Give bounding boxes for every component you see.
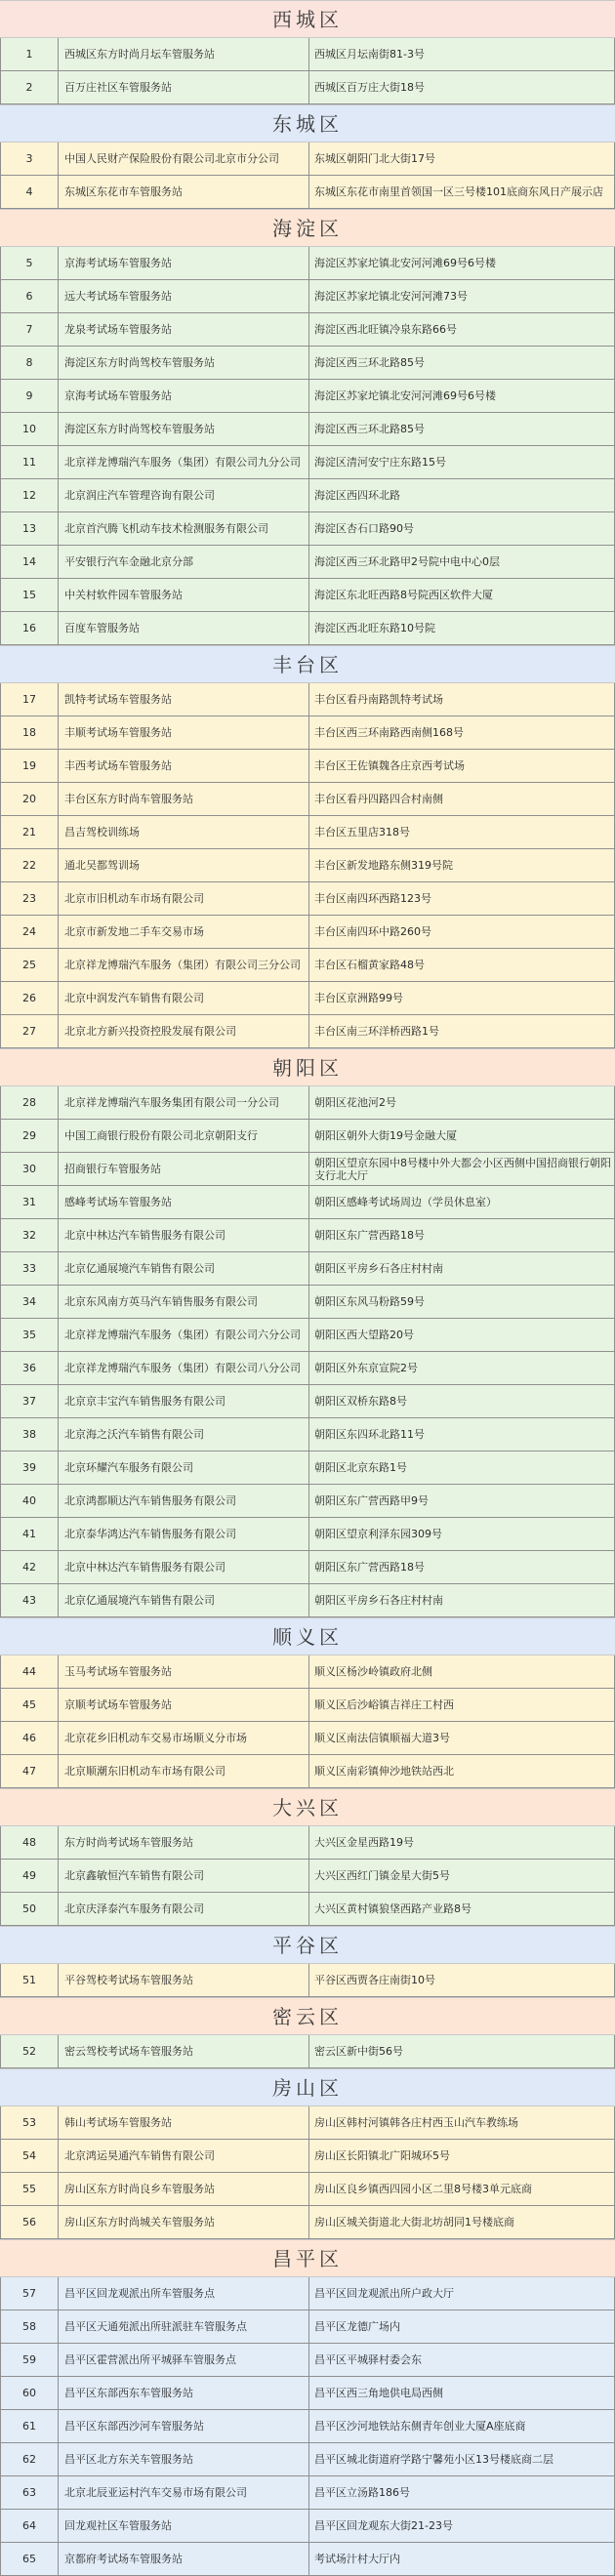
row-number: 64 [0,2510,59,2542]
row-number: 60 [0,2377,59,2409]
service-station-name: 北京祥龙博瑞汽车服务（集团）有限公司九分公司 [59,446,309,478]
district-header: 海淀区 [0,209,615,247]
row-number: 65 [0,2543,59,2575]
service-station-name: 感峰考试场车管服务站 [59,1186,309,1218]
service-station-name: 回龙观社区车管服务站 [59,2510,309,2542]
service-station-name: 北京中润发汽车销售有限公司 [59,982,309,1014]
row-number: 51 [0,1964,59,1996]
row-number: 20 [0,783,59,815]
table-row [0,1964,615,1997]
service-station-name: 北京鸿运昊通汽车销售有限公司 [59,2140,309,2172]
table-row [0,982,615,1015]
table-row [0,1584,615,1617]
row-number: 40 [0,1485,59,1517]
service-station-name: 北京祥龙博瑞汽车服务（集团）有限公司六分公司 [59,1319,309,1351]
service-station-address: 丰台区五里店318号 [309,816,615,848]
service-station-name: 北京鑫敏恒汽车销售有限公司 [59,1860,309,1892]
table-row [0,2543,615,2576]
table-row [0,1286,615,1319]
table-row [0,2344,615,2377]
row-number: 15 [0,579,59,611]
service-station-name: 北京市新发地二手车交易市场 [59,916,309,948]
service-station-name: 远大考试场车管服务站 [59,280,309,312]
service-station-name: 丰西考试场车管服务站 [59,750,309,782]
row-number: 24 [0,916,59,948]
service-station-address: 朝阳区西大望路20号 [309,1319,615,1351]
service-station-address: 大兴区黄村镇狼垡西路产业路8号 [309,1893,615,1925]
service-station-name: 昌平区天通苑派出所驻派驻车管服务点 [59,2310,309,2343]
service-station-address: 朝阳区东风马粉路59号 [309,1286,615,1318]
service-station-address: 房山区良乡镇西四园小区二里8号楼3单元底商 [309,2173,615,2205]
table-row [0,2277,615,2310]
table-row [0,2410,615,2443]
service-station-name: 北京鸿都顺达汽车销售服务有限公司 [59,1485,309,1517]
service-station-address: 海淀区西三环北路85号 [309,347,615,379]
service-station-name: 平安银行汽车金融北京分部 [59,546,309,578]
service-station-address: 房山区长阳镇北广阳城环5号 [309,2140,615,2172]
table-row [0,849,615,882]
row-number: 6 [0,280,59,312]
row-number: 44 [0,1656,59,1688]
service-station-name: 中国工商银行股份有限公司北京朝阳支行 [59,1120,309,1152]
service-station-address: 海淀区西北旺镇冷泉东路66号 [309,313,615,346]
row-number: 18 [0,716,59,749]
row-number: 3 [0,143,59,175]
table-row [0,1551,615,1584]
table-row [0,1656,615,1689]
row-number: 33 [0,1252,59,1285]
service-station-address: 顺义区南法信镇顺福大道3号 [309,1722,615,1754]
table-row [0,176,615,209]
service-station-name: 东城区东花市车管服务站 [59,176,309,208]
table-row [0,479,615,512]
row-number: 26 [0,982,59,1014]
service-station-address: 房山区城关街道北大街北坊胡同1号楼底商 [309,2206,615,2238]
service-station-name: 中国人民财产保险股份有限公司北京市分公司 [59,143,309,175]
district-header: 昌平区 [0,2239,615,2277]
table-row [0,1120,615,1153]
table-row [0,2106,615,2140]
service-station-name: 玉马考试场车管服务站 [59,1656,309,1688]
service-station-name: 东方时尚考试场车管服务站 [59,1826,309,1859]
service-station-address: 朝阳区北京东路1号 [309,1452,615,1484]
row-number: 50 [0,1893,59,1925]
service-station-address: 西城区百万庄大街18号 [309,71,615,103]
service-station-name: 京都府考试场车管服务站 [59,2543,309,2575]
service-station-address: 昌平区立汤路186号 [309,2476,615,2509]
service-station-name: 北京中林达汽车销售服务有限公司 [59,1219,309,1251]
service-station-address: 海淀区苏家坨镇北安河河滩69号6号楼 [309,380,615,412]
service-station-name: 北京亿通展境汽车销售有限公司 [59,1584,309,1616]
table-row [0,916,615,949]
table-row [0,2035,615,2068]
service-station-name: 北京花乡旧机动车交易市场顺义分市场 [59,1722,309,1754]
service-station-address: 西城区月坛南街81-3号 [309,38,615,70]
service-station-address: 丰台区新发地路东侧319号院 [309,849,615,881]
service-station-address: 朝阳区花池河2号 [309,1086,615,1119]
service-station-address: 昌平区城北街道府学路宁馨苑小区13号楼底商二层 [309,2443,615,2475]
service-station-address: 海淀区西三环北路85号 [309,413,615,445]
table-row [0,280,615,313]
service-station-name: 招商银行车管服务站 [59,1153,309,1185]
row-number: 32 [0,1219,59,1251]
table-row [0,446,615,479]
service-station-address: 大兴区西红门镇金星大街5号 [309,1860,615,1892]
service-station-address: 海淀区西四环北路 [309,479,615,511]
table-row [0,2476,615,2510]
row-number: 43 [0,1584,59,1616]
table-row [0,882,615,916]
row-number: 47 [0,1755,59,1787]
service-station-address: 朝阳区东四环北路11号 [309,1418,615,1451]
service-station-address: 房山区韩村河镇韩各庄村西玉山汽车教练场 [309,2106,615,2139]
service-station-address: 丰台区看丹南路凯特考试场 [309,683,615,716]
table-row [0,1485,615,1518]
row-number: 21 [0,816,59,848]
service-station-name: 京顺考试场车管服务站 [59,1689,309,1721]
row-number: 63 [0,2476,59,2509]
row-number: 62 [0,2443,59,2475]
row-number: 46 [0,1722,59,1754]
service-station-address: 海淀区杏石口路90号 [309,512,615,545]
row-number: 17 [0,683,59,716]
service-station-name: 北京祥龙博瑞汽车服务集团有限公司一分公司 [59,1086,309,1119]
table-row [0,1893,615,1926]
table-row [0,413,615,446]
service-station-address: 昌平区回龙观派出所户政大厅 [309,2277,615,2310]
service-station-address: 东城区朝阳门北大街17号 [309,143,615,175]
service-station-name: 房山区东方时尚城关车管服务站 [59,2206,309,2238]
service-station-name: 北京海之沃汽车销售有限公司 [59,1418,309,1451]
service-station-name: 北京北方新兴投资控股发展有限公司 [59,1015,309,1047]
service-station-name: 京海考试场车管服务站 [59,380,309,412]
service-station-address: 顺义区杨沙岭镇政府北侧 [309,1656,615,1688]
table-row [0,143,615,176]
row-number: 49 [0,1860,59,1892]
service-station-name: 昌平区东部西东车管服务站 [59,2377,309,2409]
service-station-name: 韩山考试场车管服务站 [59,2106,309,2139]
table-row [0,1860,615,1893]
row-number: 37 [0,1385,59,1417]
district-header: 密云区 [0,1997,615,2035]
service-station-address: 丰台区西三环南路西南侧168号 [309,716,615,749]
row-number: 23 [0,882,59,915]
service-station-address: 丰台区石榴黄家路48号 [309,949,615,981]
row-number: 58 [0,2310,59,2343]
service-station-address: 昌平区回龙观东大街21-23号 [309,2510,615,2542]
table-row [0,546,615,579]
table-row [0,380,615,413]
district-header: 平谷区 [0,1926,615,1964]
service-station-address: 朝阳区平房乡石各庄村村南 [309,1252,615,1285]
service-station-address: 顺义区南彩镇伸沙地铁站西北 [309,1755,615,1787]
row-number: 29 [0,1120,59,1152]
service-station-address: 顺义区后沙峪镇吉祥庄工村西 [309,1689,615,1721]
district-header: 西城区 [0,0,615,38]
service-station-name: 海淀区东方时尚驾校车管服务站 [59,347,309,379]
district-header: 朝阳区 [0,1048,615,1086]
table-row [0,1153,615,1186]
service-station-address: 丰台区看丹四路四合村南侧 [309,783,615,815]
service-station-address: 朝阳区双桥东路8号 [309,1385,615,1417]
row-number: 56 [0,2206,59,2238]
service-station-name: 北京润庄汽车管理咨询有限公司 [59,479,309,511]
service-station-name: 密云驾校考试场车管服务站 [59,2035,309,2067]
row-number: 22 [0,849,59,881]
table-row [0,38,615,71]
service-station-name: 北京中林达汽车销售服务有限公司 [59,1551,309,1583]
service-station-address: 朝阳区感峰考试场周边（学员休息室） [309,1186,615,1218]
row-number: 2 [0,71,59,103]
table-row [0,2206,615,2239]
service-station-address: 海淀区西北旺东路10号院 [309,612,615,644]
service-station-name: 昌平区回龙观派出所车管服务点 [59,2277,309,2310]
service-station-name: 京海考试场车管服务站 [59,247,309,279]
table-row [0,1015,615,1048]
table-row [0,71,615,104]
row-number: 36 [0,1352,59,1384]
service-station-name: 北京泰华鸿达汽车销售服务有限公司 [59,1518,309,1550]
row-number: 61 [0,2410,59,2442]
table-row [0,1518,615,1551]
service-station-name: 中关村软件园车管服务站 [59,579,309,611]
service-station-name: 凯特考试场车管服务站 [59,683,309,716]
service-station-name: 北京北辰亚运村汽车交易市场有限公司 [59,2476,309,2509]
row-number: 38 [0,1418,59,1451]
service-station-address: 大兴区金星西路19号 [309,1826,615,1859]
row-number: 48 [0,1826,59,1859]
table-row [0,2377,615,2410]
service-station-address: 朝阳区望京利泽东园309号 [309,1518,615,1550]
service-station-name: 平谷驾校考试场车管服务站 [59,1964,309,1996]
table-row [0,1086,615,1120]
service-station-name: 昌平区霍营派出所平城驿车管服务点 [59,2344,309,2376]
service-station-name: 昌吉驾校训练场 [59,816,309,848]
table-row [0,1219,615,1252]
district-header: 顺义区 [0,1617,615,1656]
service-station-address: 朝阳区东广营西路18号 [309,1551,615,1583]
district-header: 东城区 [0,104,615,143]
service-station-address: 丰台区南四环中路260号 [309,916,615,948]
service-station-name: 北京庆泽泰汽车服务有限公司 [59,1893,309,1925]
service-station-name: 西城区东方时尚月坛车管服务站 [59,38,309,70]
row-number: 1 [0,38,59,70]
service-station-address: 丰台区南四环西路123号 [309,882,615,915]
row-number: 45 [0,1689,59,1721]
row-number: 34 [0,1286,59,1318]
service-station-address: 丰台区王佐镇魏各庄京西考试场 [309,750,615,782]
service-station-address: 丰台区京洲路99号 [309,982,615,1014]
table-row [0,1826,615,1860]
service-station-name: 龙泉考试场车管服务站 [59,313,309,346]
service-station-name: 海淀区东方时尚驾校车管服务站 [59,413,309,445]
service-station-name: 丰台区东方时尚车管服务站 [59,783,309,815]
row-number: 31 [0,1186,59,1218]
service-station-address: 朝阳区外东京宣院2号 [309,1352,615,1384]
service-station-address: 昌平区平城驿村委会东 [309,2344,615,2376]
row-number: 10 [0,413,59,445]
table-row [0,2140,615,2173]
table-row [0,247,615,280]
service-station-address: 海淀区清河安宁庄东路15号 [309,446,615,478]
row-number: 59 [0,2344,59,2376]
table-row [0,716,615,750]
service-station-name: 北京东风南方英马汽车销售服务有限公司 [59,1286,309,1318]
table-row [0,816,615,849]
service-station-address: 昌平区沙河地铁站东侧青年创业大厦A座底商 [309,2410,615,2442]
row-number: 5 [0,247,59,279]
service-station-name: 北京祥龙博瑞汽车服务（集团）有限公司八分公司 [59,1352,309,1384]
service-station-address: 平谷区西贾各庄南街10号 [309,1964,615,1996]
service-station-address: 昌平区龙德广场内 [309,2310,615,2343]
table-row [0,313,615,347]
row-number: 9 [0,380,59,412]
row-number: 11 [0,446,59,478]
row-number: 57 [0,2277,59,2310]
row-number: 39 [0,1452,59,1484]
row-number: 54 [0,2140,59,2172]
service-station-name: 昌平区北方东关车管服务站 [59,2443,309,2475]
table-row [0,579,615,612]
table-row [0,1452,615,1485]
row-number: 12 [0,479,59,511]
table-row [0,1755,615,1788]
service-station-name: 北京京丰宝汽车销售服务有限公司 [59,1385,309,1417]
district-header: 大兴区 [0,1788,615,1826]
service-station-name: 北京祥龙博瑞汽车服务（集团）有限公司三分公司 [59,949,309,981]
row-number: 52 [0,2035,59,2067]
table-row [0,1722,615,1755]
table-row [0,2310,615,2344]
row-number: 16 [0,612,59,644]
service-station-name: 通北吴都驾训场 [59,849,309,881]
service-station-address: 朝阳区平房乡石各庄村村南 [309,1584,615,1616]
service-station-name: 北京环耀汽车服务有限公司 [59,1452,309,1484]
service-station-name: 北京顺潮东旧机动车市场有限公司 [59,1755,309,1787]
table-row [0,1689,615,1722]
service-station-address: 朝阳区朝外大街19号金融大厦 [309,1120,615,1152]
service-station-name: 北京市旧机动车市场有限公司 [59,882,309,915]
table-row [0,1385,615,1418]
row-number: 8 [0,347,59,379]
service-station-name: 房山区东方时尚良乡车管服务站 [59,2173,309,2205]
row-number: 13 [0,512,59,545]
service-station-address: 考试场汁村大厅内 [309,2543,615,2575]
row-number: 14 [0,546,59,578]
service-station-address: 密云区新中街56号 [309,2035,615,2067]
table-row [0,347,615,380]
service-station-address: 朝阳区东广营西路18号 [309,1219,615,1251]
row-number: 4 [0,176,59,208]
service-station-address: 朝阳区望京东园中8号楼中外大都会小区西侧中国招商银行朝阳支行北大厅 [309,1153,615,1185]
table-row [0,1252,615,1286]
row-number: 42 [0,1551,59,1583]
service-station-name: 百万庄社区车管服务站 [59,71,309,103]
district-header: 房山区 [0,2068,615,2106]
row-number: 41 [0,1518,59,1550]
service-station-address: 海淀区苏家坨镇北安河河滩69号6号楼 [309,247,615,279]
service-station-name: 昌平区东部西沙河车管服务站 [59,2410,309,2442]
district-header: 丰台区 [0,645,615,683]
row-number: 53 [0,2106,59,2139]
service-station-name: 丰顺考试场车管服务站 [59,716,309,749]
row-number: 7 [0,313,59,346]
table-row [0,612,615,645]
table-row [0,2443,615,2476]
table-row [0,750,615,783]
table-row [0,2173,615,2206]
service-station-name: 北京亿通展境汽车销售有限公司 [59,1252,309,1285]
row-number: 28 [0,1086,59,1119]
service-station-address: 海淀区苏家坨镇北安河河滩73号 [309,280,615,312]
service-station-address: 丰台区南三环洋桥西路1号 [309,1015,615,1047]
table-row [0,1418,615,1452]
table-row [0,783,615,816]
service-station-address: 昌平区西三角地供电局西侧 [309,2377,615,2409]
table-row [0,512,615,546]
row-number: 19 [0,750,59,782]
service-station-address: 朝阳区东广营西路甲9号 [309,1485,615,1517]
service-station-name: 北京首汽腾飞机动车技术检测服务有限公司 [59,512,309,545]
table-row [0,683,615,716]
row-number: 27 [0,1015,59,1047]
row-number: 55 [0,2173,59,2205]
row-number: 35 [0,1319,59,1351]
row-number: 30 [0,1153,59,1185]
table-row [0,949,615,982]
service-station-address: 海淀区西三环北路甲2号院中电中心0层 [309,546,615,578]
row-number: 25 [0,949,59,981]
table-row [0,1319,615,1352]
table-row [0,1352,615,1385]
service-station-address: 海淀区东北旺西路8号院西区软件大厦 [309,579,615,611]
service-station-name: 百度车管服务站 [59,612,309,644]
service-station-address: 东城区东花市南里首领国一区三号楼101底商东风日产展示店 [309,176,615,208]
table-row [0,1186,615,1219]
table-row [0,2510,615,2543]
